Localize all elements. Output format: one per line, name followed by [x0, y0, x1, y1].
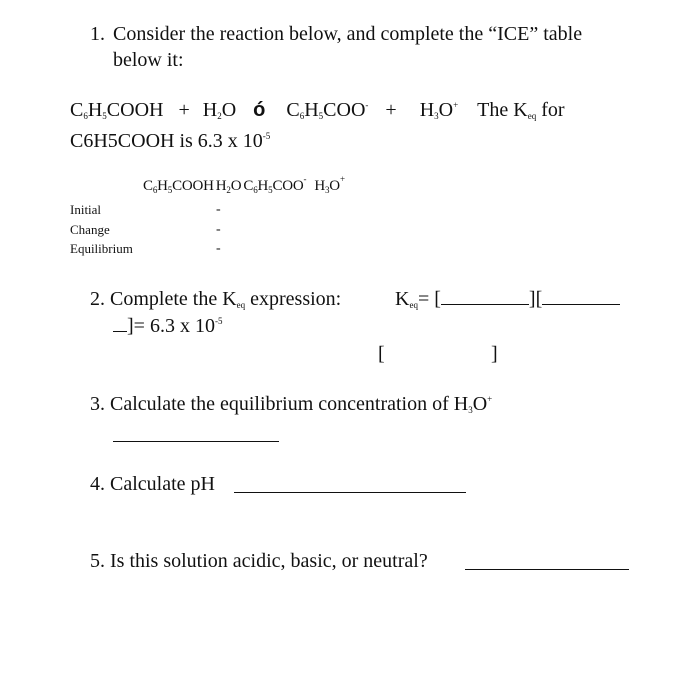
ice-row-equilibrium-cell: - — [216, 241, 221, 256]
reactant-benzoic-acid: $C_6H_5COOH$ — [70, 99, 164, 121]
keq-expression: $K_{eq}=$ [ ][ — [395, 287, 620, 311]
ice-row-equilibrium-label: Equilibrium — [70, 241, 133, 256]
product-hydronium: $H_3O^+$ — [419, 99, 459, 121]
keq-denominator-open: [ — [378, 343, 385, 365]
ice-row-change-cell: - — [216, 222, 221, 237]
ice-row-initial-label: Initial — [70, 202, 102, 217]
ice-header-benzoic-acid: $C_6H_5COOH$ — [143, 178, 214, 195]
ice-header-water: $H_2O$ — [215, 178, 242, 195]
q4-prompt: 4. Calculate pH — [90, 473, 215, 495]
plus-sign: + — [178, 99, 190, 121]
ice-header-hydronium: $H_3O^+$ — [314, 174, 345, 195]
q3-answer-line[interactable] — [113, 441, 279, 442]
plus-sign: + — [385, 99, 397, 121]
ice-header-benzoate: $C_6H_5COO^-$ — [243, 174, 307, 195]
keq-label: The $K_{eq}$ for — [477, 99, 565, 121]
ice-row-initial-cell: - — [216, 202, 221, 217]
keq-denominator-close: ] — [491, 343, 498, 365]
q2-line2: ]= 6.3 x $10^{-5}$ — [113, 314, 222, 338]
ice-row-change-label: Change — [70, 222, 110, 237]
q4-answer-line[interactable] — [234, 492, 466, 493]
ice-table-header — [143, 174, 345, 195]
keq-numerator-blank-2[interactable] — [542, 303, 620, 305]
reaction-equation — [70, 98, 565, 122]
q5-answer-line[interactable] — [465, 569, 629, 570]
q5-prompt: 5. Is this solution acidic, basic, or neutral? — [90, 550, 428, 572]
reactant-water: $H_2O$ — [202, 99, 237, 121]
q1-number: 1. — [90, 23, 105, 45]
q1-line2: below it: — [113, 49, 184, 71]
equilibrium-arrow: ó — [253, 99, 266, 121]
keq-numerator-blank-1[interactable] — [441, 303, 529, 305]
q1-line1: Consider the reaction below, and complete the “ICE” table — [113, 23, 583, 45]
keq-blank-continuation[interactable] — [113, 330, 127, 332]
reaction-keq-value: C6H5COOH is 6.3 x $10^{-5}$ — [70, 130, 271, 152]
product-benzoate: $C_6H_5COO^-$ — [286, 99, 369, 121]
q2-prompt: 2. Complete the $K_{eq}$ expression: — [90, 288, 342, 310]
q3-prompt: 3. Calculate the equilibrium concentration of $H_3O^+$ — [90, 393, 493, 415]
